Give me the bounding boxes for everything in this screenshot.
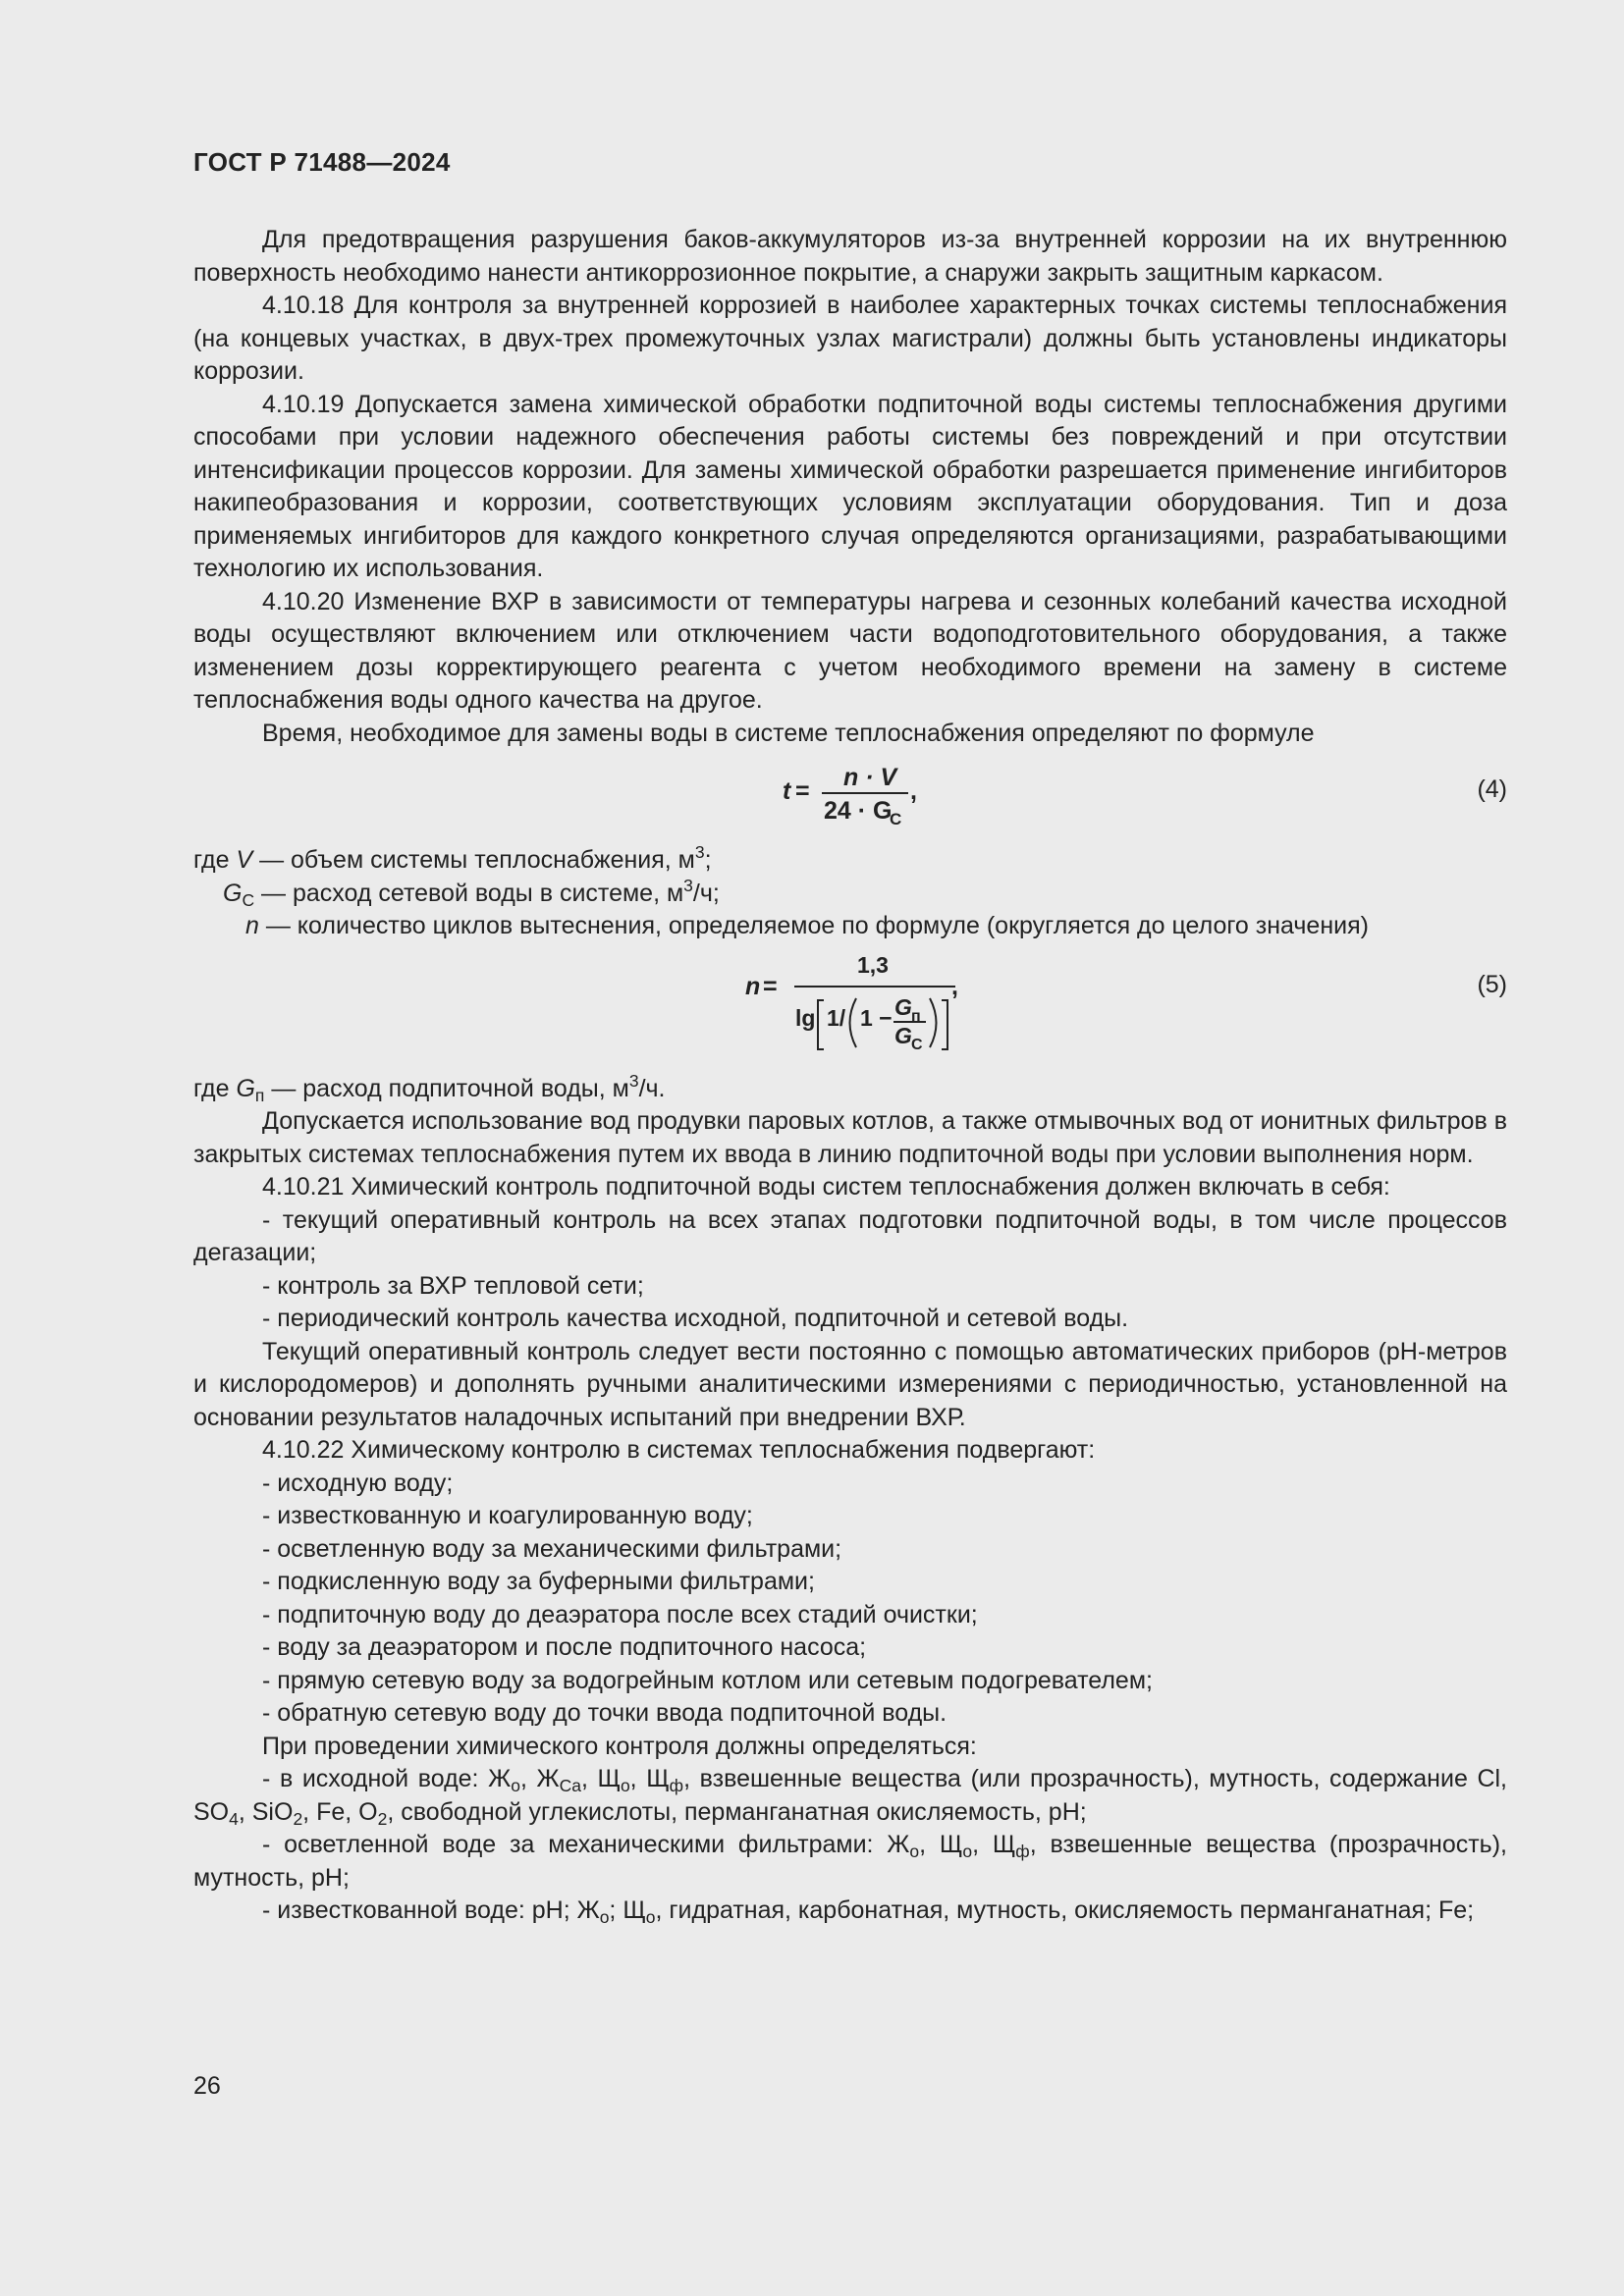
- list-item-text: подпиточную воду до деаэратора после всех стадий очистки;: [277, 1600, 978, 1629]
- list-item-text: подкисленную воду за буферными фильтрами;: [277, 1568, 815, 1595]
- left-paren: [850, 998, 857, 1047]
- text: , Fe, O: [302, 1797, 378, 1826]
- symbol: G: [223, 879, 243, 907]
- formula-5-graphic: [193, 949, 1507, 1059]
- where-line: [193, 875, 1507, 911]
- formula-denominator: 24 · G: [824, 797, 893, 825]
- symbol: G: [236, 1074, 255, 1102]
- superscript: 3: [683, 875, 693, 895]
- formula-numerator: n · V: [843, 764, 897, 791]
- definition-end: /ч;: [692, 879, 720, 907]
- subscript: 2: [293, 1808, 303, 1829]
- list-item: - подпиточную воду до деаэратора после всех стадий очистки;: [262, 1600, 978, 1629]
- text: известкованной воде: pH; Ж: [277, 1896, 600, 1924]
- definition: — количество циклов вытеснения, определяемое по формуле (округляется до целого значения): [258, 912, 1369, 939]
- definition: — объем системы теплоснабжения, м: [252, 846, 695, 874]
- text: в исходной воде: Ж: [279, 1765, 512, 1792]
- paragraph: Для предотвращения разрушения баков-аккумуляторов из-за внутренней коррозии на их внутреннюю поверхность необходимо нанести антикоррозионное покрытие, а снаружи закрыть защитным каркасом.: [193, 226, 1507, 287]
- where-word: где: [193, 846, 237, 874]
- superscript: 3: [628, 1070, 639, 1091]
- formula-4: [193, 756, 1507, 832]
- document-header: ГОСТ Р 71488—2024: [193, 147, 451, 177]
- clause-4-10-19: 4.10.19 Допускается замена химической обработки подпиточной воды системы теплоснабжения другими способами при условии надежного обеспечения работы системы без повреждений и при отсутствии интенсификации процессов коррозии. Для замены химической обработки разрешается применение ингибиторов накипеобразования и коррозии, соответствующих условиям эксплуатации оборудования. Тип и доза применяемых ингибиторов для каждого конкретного случая определяются организациями, разрабатывающими технологию их использования.: [193, 390, 1507, 582]
- subscript: п: [254, 1085, 265, 1105]
- inner-denominator-subscript: C: [911, 1036, 923, 1053]
- clause-4-10-22: 4.10.22 Химическому контролю в системах теплоснабжения подвергают:: [262, 1436, 1096, 1464]
- definition: — расход сетевой воды в системе, м: [254, 879, 684, 907]
- list-item-text: обратную сетевую воду до точки ввода подпиточной воды.: [277, 1699, 947, 1727]
- text: , Щ: [919, 1831, 963, 1858]
- text: , Ж: [519, 1765, 560, 1792]
- formula-eq: =: [795, 777, 810, 805]
- list-item: - известкованной воде: pH; $Ж_о$; $Щ_о$, гидратная, карбонатная, мутность, окисляемость перманганатная; Fe;: [262, 1896, 1475, 1927]
- formula-5: [193, 949, 1507, 1059]
- list-item: - воду за деаэратором и после подпиточного насоса;: [262, 1633, 867, 1661]
- superscript: 3: [694, 842, 705, 862]
- list-item-text: текущий оперативный контроль на всех этапах подготовки подпиточной воды, в том числе процессов дегазации;: [193, 1205, 1507, 1266]
- list-item: - периодический контроль качества исходной, подпиточной и сетевой воды.: [262, 1305, 1129, 1332]
- subscript: 4: [229, 1808, 239, 1829]
- inner-numerator-subscript: п: [911, 1007, 921, 1025]
- text: , гидратная, карбонатная, мутность, окисляемость перманганатная; Fe;: [655, 1896, 1475, 1924]
- formula-eq: =: [763, 972, 778, 1000]
- list-item-text: известкованную и коагулированную воду;: [277, 1502, 753, 1529]
- symbol: V: [236, 846, 253, 874]
- paragraph: Текущий оперативный контроль следует вести постоянно с помощью автоматических приборов (pH-метров и кислородомеров) и дополнять ручными аналитическими измерениями с периодичностью, установленной на основании результатов наладочных испытаний при внедрении ВХР.: [193, 1337, 1507, 1431]
- formula-numerator: 1,3: [857, 951, 889, 978]
- clause-4-10-18: 4.10.18 Для контроля за внутренней коррозией в наиболее характерных точках системы теплоснабжения (на концевых участках, в двух-трех промежуточных узлах магистрали) должны быть установлены индикаторы коррозии.: [193, 292, 1507, 385]
- list-item: - осветленной воде за механическими фильтрами: $Ж_о$, $Щ_о$, $Щ_ф$, взвешенные вещества (прозрачность), мутность, pH;: [193, 1831, 1507, 1892]
- subscript: C: [242, 889, 255, 910]
- subscript: о: [645, 1907, 656, 1927]
- symbol: n: [245, 912, 259, 939]
- list-item: - текущий оперативный контроль на всех этапах подготовки подпиточной воды, в том числе процессов дегазации;: [193, 1205, 1507, 1266]
- inner-denominator: G: [894, 1022, 912, 1048]
- list-item: - осветленную воду за механическими фильтрами;: [262, 1534, 842, 1563]
- formula-tail: ,: [910, 777, 917, 805]
- inner-numerator: G: [894, 993, 912, 1020]
- paragraph: Время, необходимое для замены воды в системе теплоснабжения определяют по формуле: [262, 719, 1315, 747]
- definition: — расход подпиточной воды, м: [264, 1074, 629, 1102]
- list-item: - прямую сетевую воду за водогрейным котлом или сетевым подогревателем;: [262, 1666, 1153, 1694]
- subscript: Ca: [559, 1776, 581, 1795]
- list-item-text: контроль за ВХР тепловой сети;: [277, 1271, 644, 1300]
- list-item: - подкисленную воду за буферными фильтрами;: [262, 1568, 815, 1595]
- where-line: [193, 844, 1507, 878]
- formula-number: (4): [1477, 775, 1507, 803]
- formula-lhs: n: [745, 972, 761, 1000]
- text: , взвешенные вещества (или прозрачность), мутность, содержание Cl, SO: [193, 1765, 1507, 1826]
- document-body: [193, 224, 1507, 1928]
- clause-4-10-21: 4.10.21 Химический контроль подпиточной воды систем теплоснабжения должен включать в себя:: [262, 1173, 1390, 1201]
- formula-one-slash: 1/: [827, 1004, 846, 1031]
- subscript: о: [962, 1842, 973, 1861]
- formula-4-graphic: [193, 756, 1507, 832]
- text: , Щ: [972, 1831, 1016, 1858]
- paragraph: Допускается использование вод продувки паровых котлов, а также отмывочных вод от ионитных фильтров в закрытых системах теплоснабжения путем их ввода в линию подпиточной воды при условии выполнения норм.: [193, 1107, 1507, 1168]
- text: , Щ: [580, 1765, 621, 1792]
- text: , взвешенные вещества (прозрачность), мутность, pH;: [193, 1831, 1507, 1892]
- list-item-text: воду за деаэратором и после подпиточного насоса;: [277, 1633, 867, 1661]
- clause-4-10-20: 4.10.20 Изменение ВХР в зависимости от температуры нагрева и сезонных колебаний качества исходной воды осуществляют включением или отключением части водоподготовительного оборудования, а также изменением дозы корректирующего реагента с учетом необходимого времени на замену в системе теплоснабжения воды одного качества на другое.: [193, 587, 1507, 714]
- text: осветленной воде за механическими фильтрами: Ж: [284, 1831, 910, 1858]
- right-paren: [930, 998, 937, 1047]
- where-word: где: [193, 1074, 237, 1102]
- text: ; Щ: [609, 1896, 646, 1924]
- left-bracket: [818, 1000, 824, 1049]
- formula-one-minus: 1 −: [860, 1004, 893, 1031]
- formula-tail: ,: [951, 972, 958, 1000]
- list-item: - известкованную и коагулированную воду;: [262, 1502, 753, 1529]
- formula-denominator-subscript: C: [890, 810, 902, 828]
- list-item: - контроль за ВХР тепловой сети;: [262, 1271, 644, 1300]
- subscript: о: [599, 1907, 610, 1927]
- list-item-text: прямую сетевую воду за водогрейным котлом или сетевым подогревателем;: [277, 1666, 1153, 1694]
- where-line: [193, 1070, 1507, 1106]
- subscript: о: [511, 1776, 520, 1795]
- list-item-text: исходную воду;: [277, 1468, 454, 1497]
- page-number: 26: [193, 2072, 221, 2100]
- formula-number: (5): [1477, 970, 1507, 998]
- text: , SiO: [238, 1797, 294, 1826]
- log-operator: lg: [795, 1004, 816, 1031]
- list-item: - исходную воду;: [262, 1468, 454, 1497]
- list-item-text: осветленную воду за механическими фильтрами;: [277, 1534, 842, 1563]
- subscript: о: [909, 1842, 920, 1861]
- subscript: ф: [1015, 1842, 1030, 1861]
- subscript: 2: [377, 1808, 388, 1829]
- where-line: [193, 910, 1507, 943]
- subscript: ф: [669, 1776, 684, 1795]
- list-item: - обратную сетевую воду до точки ввода подпиточной воды.: [262, 1699, 947, 1727]
- list-item: - в исходной воде: $Ж_о$, $Ж_{Ca}$, $Щ_о$, $Щ_ф$, взвешенные вещества (или прозрачность), мутность, содержание Cl, $SO_4$, SiO$_2$, Fe, $O_2$, свободной углекислоты, перманганатная окисляемость, pH;: [193, 1765, 1507, 1829]
- definition-end: /ч.: [638, 1074, 666, 1102]
- right-bracket: [942, 1000, 947, 1049]
- formula-lhs: t: [783, 777, 791, 805]
- subscript: о: [620, 1776, 630, 1795]
- list-item-text: периодический контроль качества исходной, подпиточной и сетевой воды.: [277, 1305, 1129, 1332]
- text: , свободной углекислоты, перманганатная окисляемость, pH;: [387, 1797, 1087, 1826]
- paragraph: При проведении химического контроля должны определяться:: [262, 1732, 977, 1760]
- text: , Щ: [629, 1765, 670, 1792]
- definition-end: ;: [704, 846, 712, 874]
